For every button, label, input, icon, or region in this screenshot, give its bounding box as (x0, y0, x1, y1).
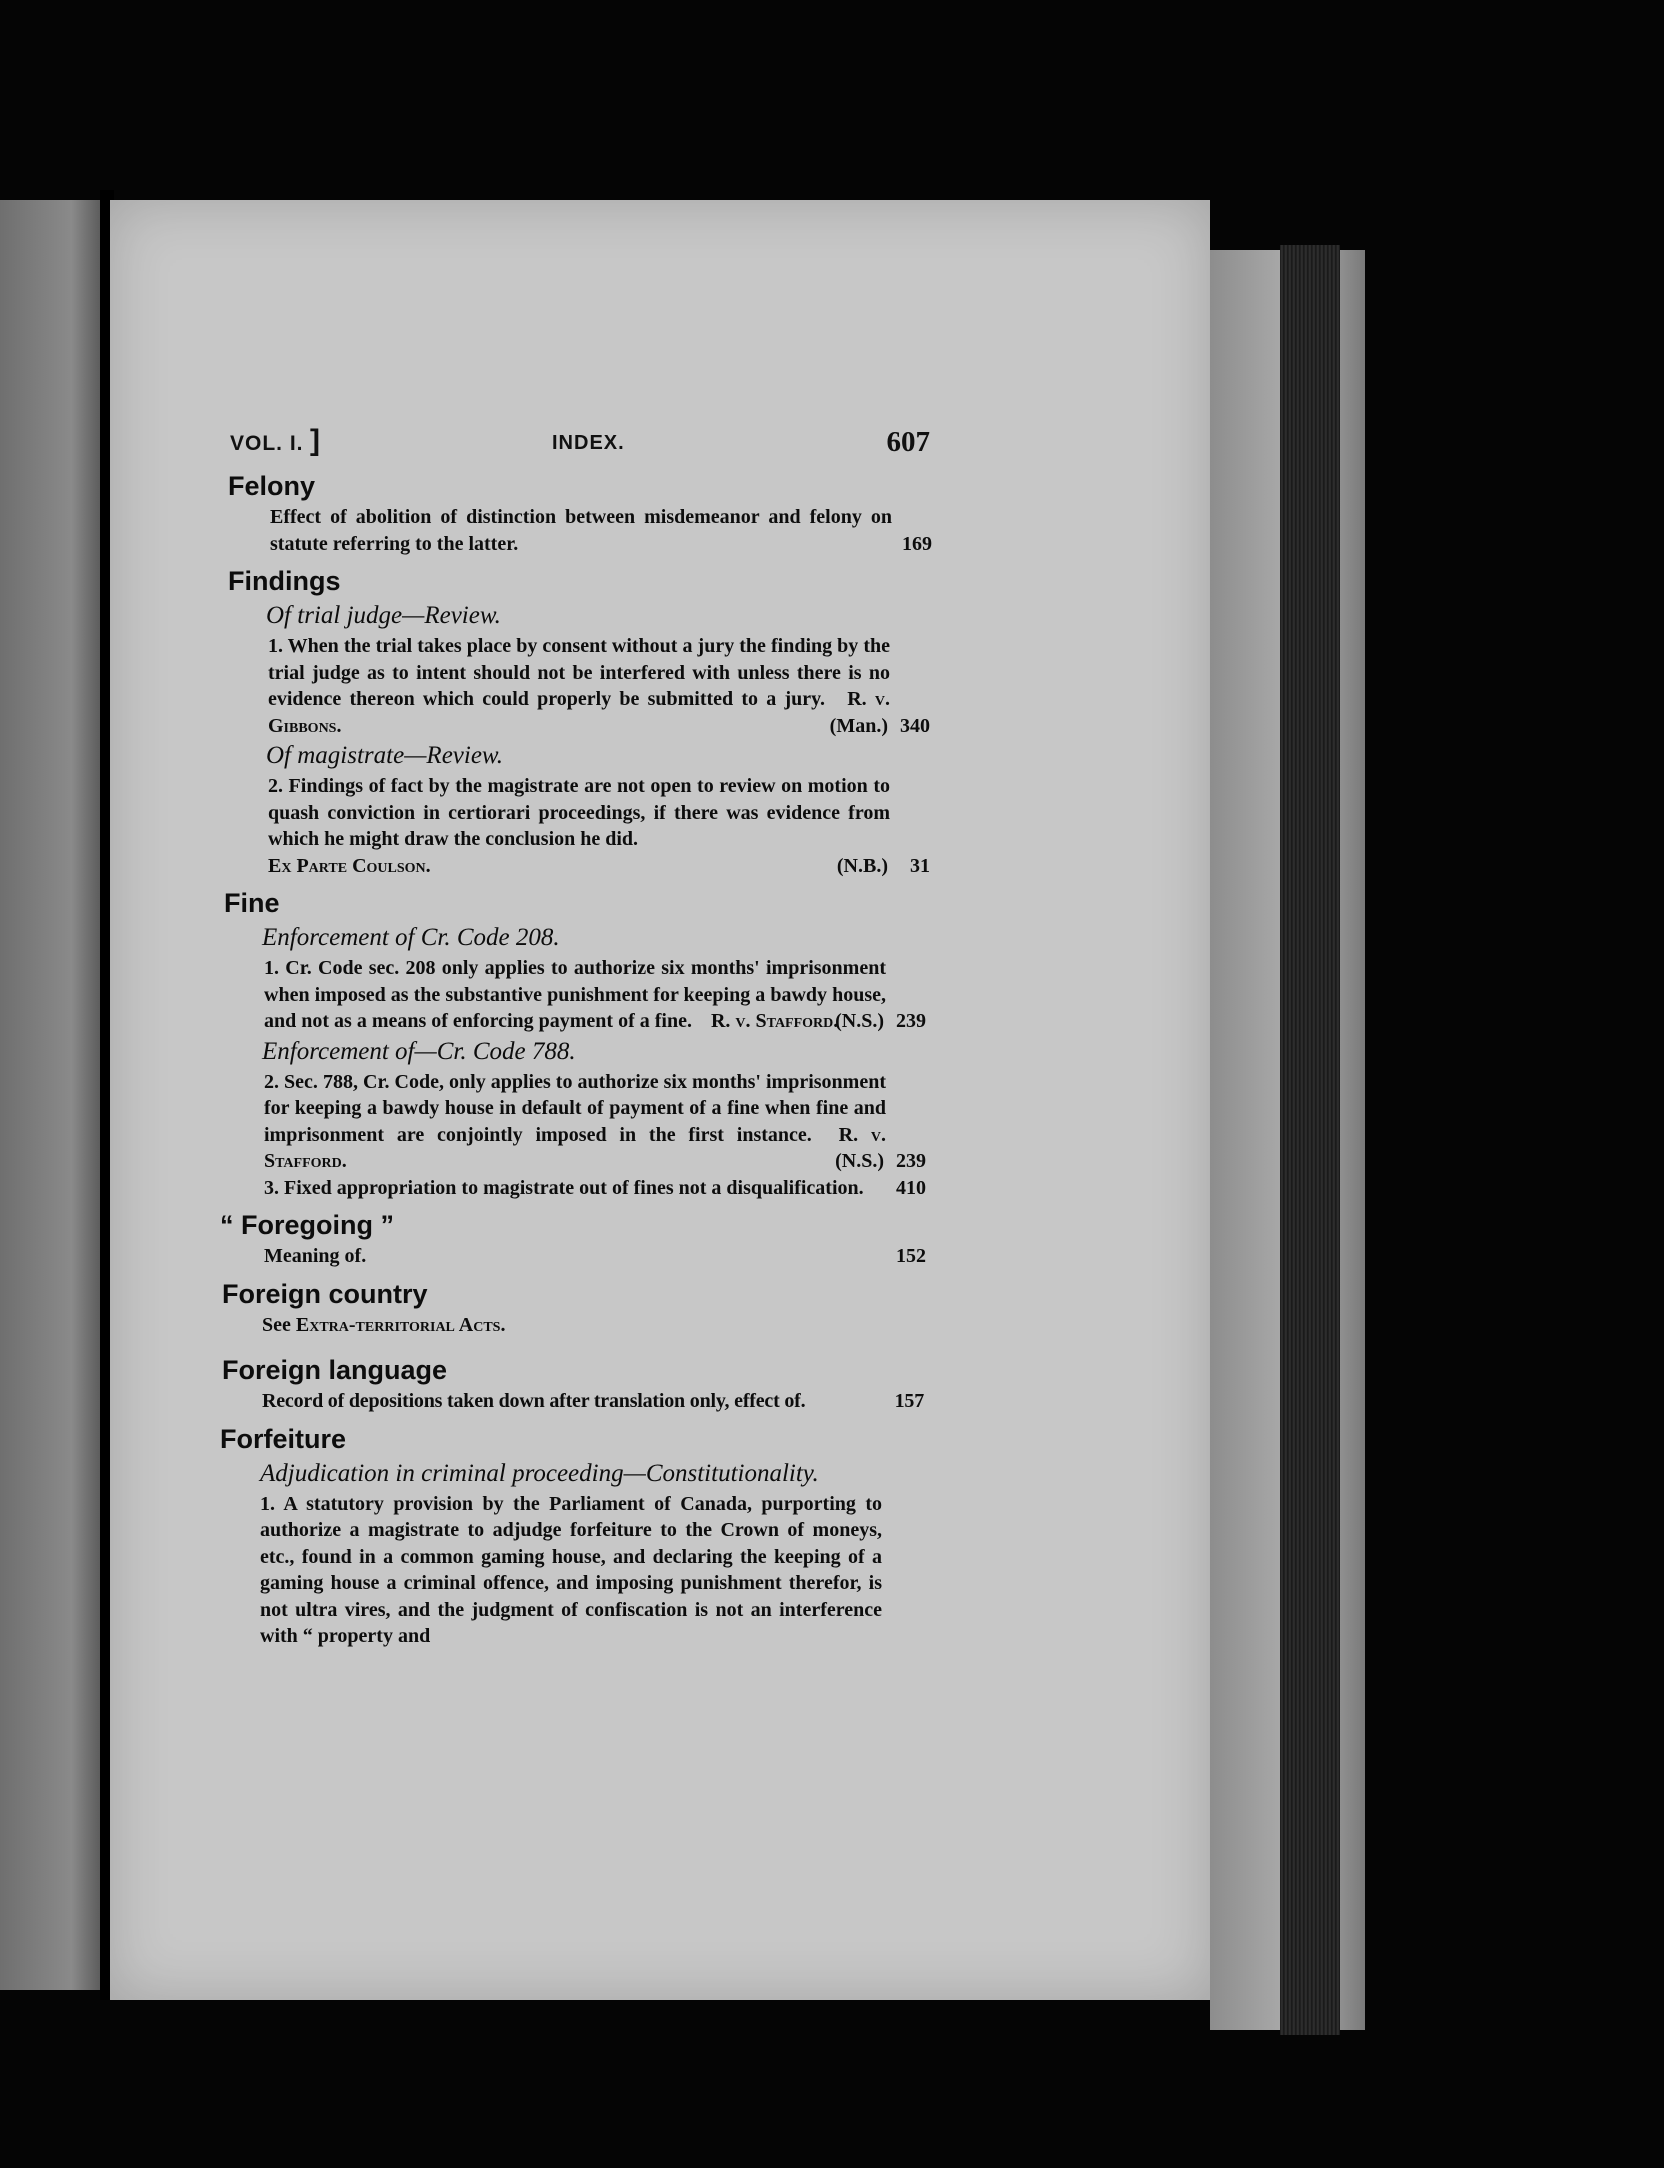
page-number: 607 (886, 426, 930, 458)
jurisdiction: (N.S.) (835, 1010, 884, 1032)
index-entry (262, 1388, 924, 1415)
index-entry (262, 1312, 884, 1339)
entry-text: Record of depositions taken down after translation only, effect of. (262, 1390, 806, 1412)
volume-label: VOL. I. (230, 432, 304, 455)
jurisdiction: (N.B.) (836, 854, 888, 877)
case-name: R. v. Gibbons. (268, 688, 890, 737)
entry-text: 1. When the trial takes place by consent without a jury the finding by the trial judge as to intent should not be interfered with unless there is no evidence thereon which could properly be submitted to a jury. (268, 635, 890, 710)
subheading: Of trial judge—Review. (266, 602, 501, 629)
index-heading-foreign-language: Foreign language (222, 1355, 448, 1385)
header-title: INDEX. (552, 432, 625, 454)
index-entry (268, 773, 930, 879)
jurisdiction: (Man.) (829, 714, 888, 737)
index-entry (264, 1175, 926, 1202)
entry-text: 2. Findings of fact by the magistrate are not open to review on motion to quash conviction in certiorari proceedings, if there was evidence from which he might draw the conclusion he did. (268, 775, 890, 850)
entry-text: 3. Fixed appropriation to magistrate out of fines not a disqualification. (264, 1176, 864, 1199)
index-entry (268, 633, 930, 739)
page-reference: 31 (910, 854, 930, 877)
index-heading-foreign-country: Foreign country (222, 1278, 428, 1309)
entry-text: 2. Sec. 788, Cr. Code, only applies to authorize six months' imprisonment for keeping a bawdy house in default of payment of a fine when fine and imprisonment are conjointly imposed in the first instance. (264, 1070, 886, 1146)
index-heading-forfeiture: Forfeiture (220, 1423, 347, 1454)
index-entry (264, 1243, 926, 1270)
see-label: See (262, 1313, 291, 1336)
index-entry (264, 955, 926, 1035)
page-stack-dark-edge (1280, 245, 1340, 2035)
index-heading-fine: Fine (224, 888, 280, 918)
running-header (230, 424, 930, 468)
subheading: Enforcement of—Cr. Code 788. (262, 1037, 576, 1065)
subheading: Adjudication in criminal proceeding—Constitutionality. (260, 1459, 819, 1487)
subheading: Enforcement of Cr. Code 208. (262, 924, 560, 951)
case-name: R. v. Stafford. (710, 1010, 839, 1032)
case-name: R. v. Stafford. (264, 1123, 887, 1172)
page-reference: 239 (896, 1010, 926, 1032)
cross-reference: Extra-territorial Acts. (295, 1313, 506, 1336)
page-reference: 152 (896, 1245, 926, 1267)
subheading: Of magistrate—Review. (266, 742, 503, 769)
case-name: Ex Parte Coulson. (268, 854, 431, 877)
page-reference: 340 (900, 714, 930, 737)
index-entry (260, 1491, 882, 1650)
entry-text: Meaning of. (264, 1245, 367, 1267)
entry-text: 1. A statutory provision by the Parliament of Canada, purporting to authorize a magistrate to adjudge forfeiture to the Crown of moneys, etc., found in a common gaming house, and declaring the keeping of a gaming house a criminal offence, and imposing punishment therefor, is not ultra vires, and the judgment of confiscation is not an interference with “ property and (260, 1492, 882, 1647)
index-heading-foregoing: “ Foregoing ” (220, 1210, 394, 1240)
page-reference: 239 (896, 1150, 926, 1172)
header-bracket: ] (310, 424, 320, 457)
entry-text: Effect of abolition of distinction between misdemeanor and felony on statute referring to the latter. (270, 506, 892, 555)
page-reference: 410 (896, 1176, 926, 1199)
jurisdiction: (N.S.) (835, 1150, 884, 1172)
index-entry (264, 1069, 926, 1175)
page-reference: 157 (894, 1390, 924, 1412)
index-heading-felony: Felony (228, 471, 316, 501)
page-reference: 169 (902, 532, 932, 555)
index-heading-findings: Findings (228, 566, 341, 596)
entry-text: 1. Cr. Code sec. 208 only applies to authorize six months' imprisonment when imposed as the substantive punishment for keeping a bawdy house, and not as a means of enforcing payment of a fine. (264, 957, 886, 1032)
index-content (222, 468, 942, 1650)
index-entry (270, 504, 932, 557)
facing-page-edge (0, 200, 102, 1990)
